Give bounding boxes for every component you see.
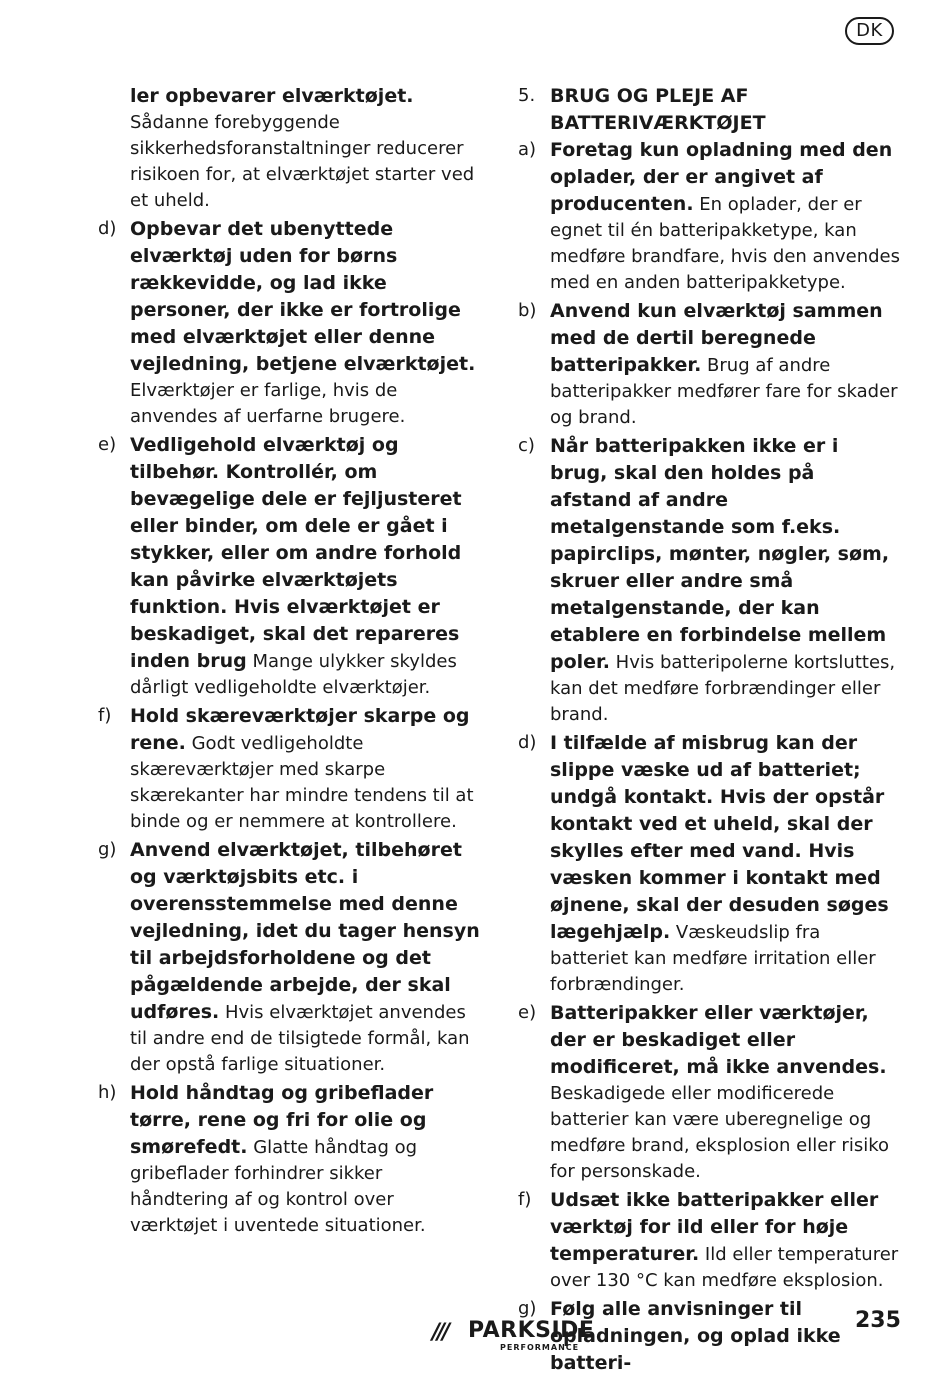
item-text: Hvis elværktøjet anvendes til andre end de tilsigtede formål, kan der opstå farlige situationer. — [130, 1002, 470, 1075]
item-text: Glatte håndtag og gribeflader forhindrer sikker håndtering af og kontrol over værktøjet i uventede situationer. — [130, 1137, 426, 1236]
left-column — [98, 83, 483, 1239]
item-text: Ild eller temperaturer over 130 °C kan medføre eksplosion. — [550, 1244, 899, 1291]
item-text: Godt vedligeholdte skæreværktøjer med skarpe skærekanter har mindre tendens til at binde og er nemmere at kontrollere. — [130, 733, 474, 832]
item-text: Mange ulykker skyldes dårligt vedligeholdte elværktøjer. — [130, 651, 457, 698]
item-label: f) — [518, 1189, 532, 1210]
list-item — [98, 1080, 483, 1239]
logo-subtitle: PERFORMANCE — [500, 1343, 580, 1352]
list-item — [98, 432, 483, 701]
intro-paragraph — [130, 83, 483, 214]
item-text: En oplader, der er egnet til én batteripakketype, kan medføre brandfare, hvis den anvendes med en anden batteripakketype. — [550, 194, 901, 293]
item-label: e) — [98, 434, 117, 455]
list-item — [518, 1187, 902, 1294]
item-bold-text: Foretag kun opladning med den oplader, der er angivet af producenten. — [550, 139, 893, 215]
list-item — [518, 298, 902, 431]
intro-text: Sådanne forebyggende sikkerhedsforanstaltninger reducerer risikoen for, at elværktøjet starter ved et uheld. — [130, 112, 475, 211]
logo-slashes-icon: /// — [432, 1320, 448, 1345]
language-badge: DK — [845, 17, 894, 45]
item-text: Hvis batteripolerne kortsluttes, kan det medføre forbrændinger eller brand. — [550, 652, 896, 725]
item-label: d) — [98, 218, 117, 239]
item-label: f) — [98, 705, 112, 726]
item-bold-text: Anvend kun elværktøj sammen med de dertil beregnede batteripakker. — [550, 300, 883, 376]
item-bold-text: Opbevar det ubenyttede elværktøj uden for børns rækkevidde, og lad ikke personer, der ikke er fortrolige med elværktøjet eller denne vejledning, betjene elværktøjet. — [130, 218, 476, 375]
item-label: h) — [98, 1082, 117, 1103]
item-bold-text: I tilfælde af misbrug kan der slippe væske ud af batteriet; undgå kontakt. Hvis der opstår kontakt ved et uheld, skal der skylles efter med vand. Hvis væsken kommer i kontakt med øjnene, skal der desuden søges lægehjælp. — [550, 732, 889, 943]
item-label: c) — [518, 435, 535, 456]
item-bold-text: Vedligehold elværktøj og tilbehør. Kontrollér, om bevægelige dele er fejljusteret eller binder, om dele er gået i stykker, eller om andre forhold kan påvirke elværktøjets funktion. Hvis elværktøjet er beskadiget, skal det repareres inden brug — [130, 434, 462, 672]
item-text: Væskeudslip fra batteriet kan medføre irritation eller forbrændinger. — [550, 922, 876, 995]
brand-logo — [432, 1316, 595, 1352]
list-item — [98, 703, 483, 835]
section-number: 5. — [518, 85, 536, 106]
list-item — [518, 1000, 902, 1185]
page-number: 235 — [855, 1308, 901, 1333]
logo-name: PARKSIDE — [468, 1318, 595, 1343]
item-text: Brug af andre batteripakker medfører fare for skader og brand. — [550, 355, 898, 428]
item-text: Beskadigede eller modificerede batterier kan være uberegnelige og medføre brand, eksplosion eller risiko for personskade. — [550, 1083, 890, 1182]
item-label: e) — [518, 1002, 537, 1023]
item-bold-text: Følg alle anvisninger til opladningen, og oplad ikke batteri- — [550, 1298, 841, 1374]
item-text: Elværktøjer er farlige, hvis de anvendes af uerfarne brugere. — [130, 380, 406, 427]
item-label: g) — [98, 839, 117, 860]
intro-bold: ler opbevarer elværktøjet. — [130, 85, 414, 107]
section-title: BRUG OG PLEJE AF BATTERIVÆRKTØJET — [550, 85, 766, 134]
item-bold-text: Hold skæreværktøjer skarpe og rene. — [130, 705, 470, 754]
item-label: g) — [518, 1298, 537, 1319]
list-item — [518, 433, 902, 728]
item-bold-text: Hold håndtag og gribeflader tørre, rene og fri for olie og smørefedt. — [130, 1082, 434, 1158]
item-label: a) — [518, 139, 537, 160]
item-bold-text: Batteripakker eller værktøjer, der er beskadiget eller modificeret, må ikke anvendes. — [550, 1002, 887, 1078]
item-bold-text: Udsæt ikke batteripakker eller værktøj for ild eller for høje temperaturer. — [550, 1189, 879, 1265]
item-label: b) — [518, 300, 537, 321]
section-heading — [518, 83, 902, 137]
item-bold-text: Når batteripakken ikke er i brug, skal den holdes på afstand af andre metalgenstande som f.eks. papirclips, mønter, nøgler, søm, skruer eller andre små metalgenstande, der kan etablere en forbindelse mellem poler. — [550, 435, 890, 673]
list-item — [518, 137, 902, 296]
right-column — [518, 83, 902, 1377]
item-bold-text: Anvend elværktøjet, tilbehøret og værktøjsbits etc. i overensstemmelse med denne vejledning, idet du tager hensyn til arbejdsforholdene og det pågældende arbejde, der skal udføres. — [130, 839, 480, 1023]
list-item — [98, 216, 483, 430]
list-item — [518, 730, 902, 998]
list-item — [98, 837, 483, 1078]
item-label: d) — [518, 732, 537, 753]
